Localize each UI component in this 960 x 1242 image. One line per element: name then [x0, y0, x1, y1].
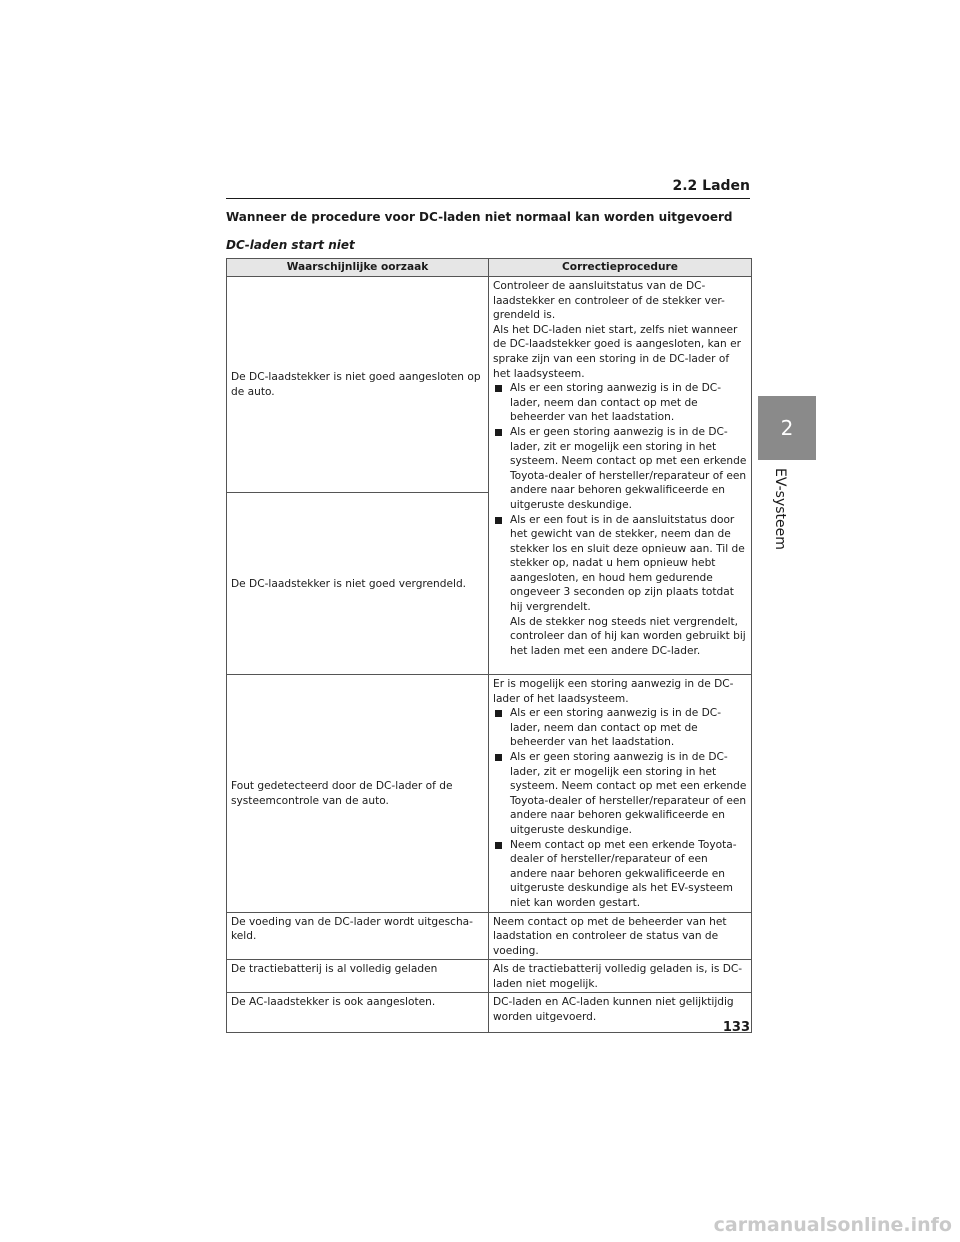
procedure-intro: Controleer de aansluitstatus van de DC-laadstekker en controleer of de stekker ver-grendeld is.	[493, 280, 725, 322]
cause-cell: De tractiebatterij is al volledig geladen	[227, 960, 489, 993]
table-row	[227, 675, 752, 913]
page-number: 133	[722, 1020, 750, 1035]
watermark: carmanualsonline.info	[713, 1214, 952, 1236]
cause-cell: De AC-laadstekker is ook aangesloten.	[227, 993, 489, 1033]
table-header-row	[227, 259, 752, 277]
chapter-number: 2	[780, 416, 794, 440]
procedure-cell	[489, 675, 752, 913]
column-header-procedure: Correctieprocedure	[489, 259, 752, 277]
column-header-cause: Waarschijnlijke oorzaak	[227, 259, 489, 277]
section-header: 2.2 Laden	[226, 178, 750, 199]
procedure-list	[493, 706, 747, 910]
procedure-intro: Als het DC-laden niet start, zelfs niet wanneer de DC-laadstekker goed is aangesloten, kan er sprake zijn van een storing in de DC-lader of het laadsysteem.	[493, 323, 742, 380]
procedure-cell: Neem contact op met de beheerder van het laadstation en controleer de status van de voeding.	[489, 912, 752, 960]
list-item	[493, 706, 747, 750]
procedure-cell	[489, 277, 752, 675]
table-row	[227, 277, 752, 493]
chapter-tab	[758, 396, 816, 460]
list-item-text: Als er geen storing aanwezig is in de DC-lader, zit er mogelijk een storing in het systeem. Neem contact op met een erkende Toyota-dealer of hersteller/reparateur of een andere naar behoren gekwalificeerde en uitgeruste deskundige.	[510, 425, 747, 511]
list-item	[493, 381, 747, 425]
cause-cell: De DC-laadstekker is niet goed vergrendeld.	[227, 493, 489, 675]
cause-cell: De DC-laadstekker is niet goed aangesloten op de auto.	[227, 277, 489, 493]
sub-heading: DC-laden start niet	[226, 238, 355, 252]
procedure-list	[493, 381, 747, 658]
page-heading: Wanneer de procedure voor DC-laden niet normaal kan worden uitgevoerd	[226, 210, 733, 224]
cause-cell: De voeding van de DC-lader wordt uitgescha-keld.	[227, 912, 489, 960]
list-item-text: Als er een storing aanwezig is in de DC-lader, neem dan contact op met de beheerder van het laadstation.	[510, 707, 722, 749]
list-item-text: Als er een storing aanwezig is in de DC-lader, neem dan contact op met de beheerder van het laadstation.	[510, 382, 722, 424]
procedure-cell: DC-laden en AC-laden kunnen niet gelijktijdig worden uitgevoerd.	[489, 993, 752, 1033]
table-row	[227, 960, 752, 993]
procedure-cell: Als de tractiebatterij volledig geladen is, is DC-laden niet mogelijk.	[489, 960, 752, 993]
troubleshooting-table	[226, 258, 752, 1033]
list-item-text: Als er een fout is in de aansluitstatus door het gewicht van de stekker, neem dan de stekker los en sluit deze opnieuw aan. Til de stekker op, nadat u hem opnieuw hebt aangesloten, en houd hem gedurende ongeveer 3 seconden op zijn plaats totdat hij vergrendelt.	[510, 513, 745, 614]
table-row	[227, 912, 752, 960]
list-item-note: Als de stekker nog steeds niet vergrendelt, controleer dan of hij kan worden gebruikt bij het laden met een andere DC-lader.	[510, 615, 746, 657]
cause-cell: Fout gedetecteerd door de DC-lader of de systeemcontrole van de auto.	[227, 675, 489, 913]
procedure-intro: Er is mogelijk een storing aanwezig in de DC-lader of het laadsysteem.	[493, 678, 734, 705]
list-item	[493, 838, 747, 911]
list-item-text: Als er geen storing aanwezig is in de DC-lader, zit er mogelijk een storing in het systeem. Neem contact op met een erkende Toyota-dealer of hersteller/reparateur of een andere naar behoren gekwalificeerde en uitgeruste deskundige.	[510, 750, 747, 836]
table-row	[227, 993, 752, 1033]
list-item	[493, 750, 747, 838]
list-item-text: Neem contact op met een erkende Toyota-dealer of hersteller/reparateur of een andere naar behoren gekwalificeerde en uitgeruste deskundige als het EV-systeem niet kan worden gestart.	[510, 838, 737, 909]
list-item	[493, 425, 747, 513]
chapter-title: EV-systeem	[772, 468, 788, 550]
list-item	[493, 513, 747, 659]
